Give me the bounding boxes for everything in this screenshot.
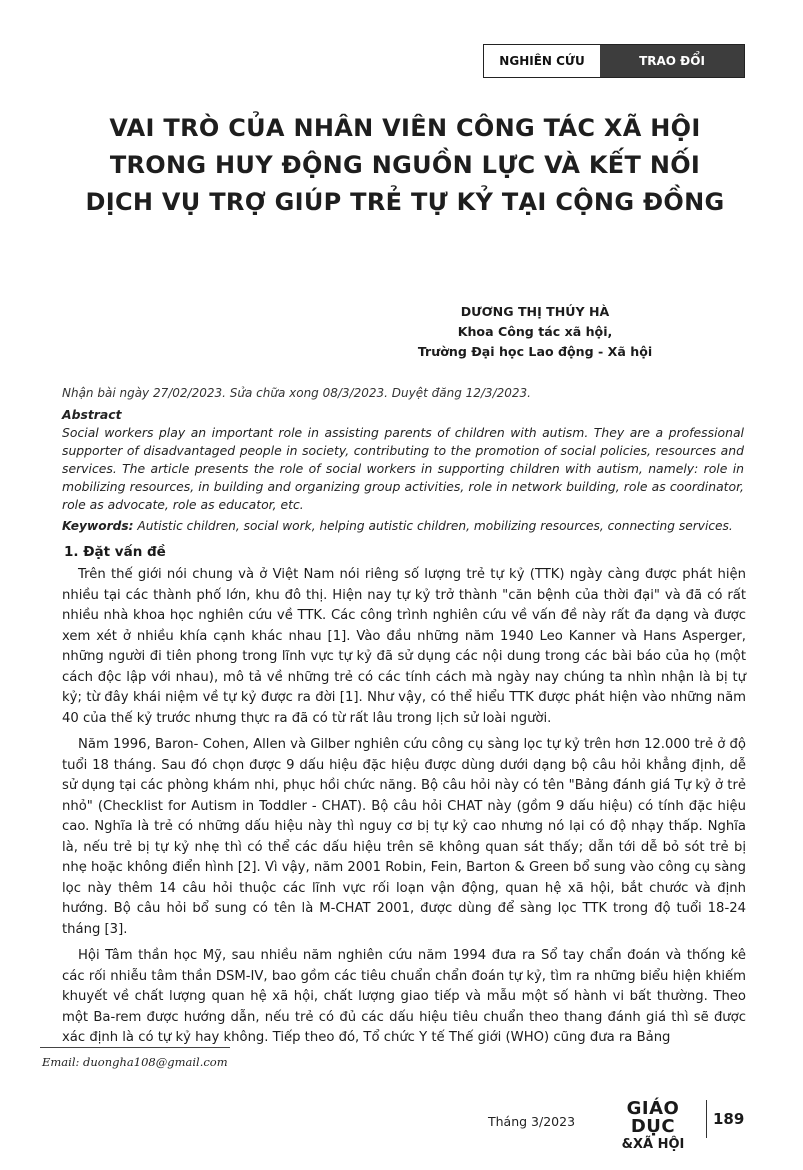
journal-logo-line-2: &XÃ HỘI — [621, 1137, 685, 1152]
author-email: Email: duongha108@gmail.com — [42, 1055, 228, 1069]
journal-logo — [605, 1100, 701, 1151]
submission-dates: Nhận bài ngày 27/02/2023. Sửa chữa xong 08/3/2023. Duyệt đăng 12/3/2023. — [62, 386, 531, 400]
paragraph-1: Trên thế giới nói chung và ở Việt Nam nói riêng số lượng trẻ tự kỷ (TTK) ngày càng được phát hiện nhiều tại các thành phố lớn, khu đô thị. Hiện nay tự kỷ trở thành "căn bệnh của thời đại" và đã có rất nhiều nhà khoa học nghiên cứu về TTK. Các công trình nghiên cứu về vấn đề này rất đa dạng và được xem xét ở nhiều khía cạnh khác nhau [1]. Vào đầu những năm 1940 Leo Kanner và Hans Asperger, những người đi tiên phong trong lĩnh vực tự kỷ đã sử dụng các nội dung trong các bài báo của họ (một cách độc lập với nhau), mô tả về những trẻ có các tính cách mà ngày nay chúng ta nhìn nhận là bị tự kỷ; từ đây khái niệm về tự kỷ được ra đời [1]. Như vậy, có thể hiểu TTK được phát hiện vào những năm 40 của thế kỷ trước nhưng thực ra đã có từ rất lâu trong lịch sử loài người. — [62, 567, 746, 726]
section-tag-exchange: TRAO ĐỔI — [600, 45, 744, 77]
journal-logo-line-1: GIÁO DỤC — [626, 1098, 680, 1137]
keywords-label: Keywords: — [62, 519, 134, 533]
author-name: DƯƠNG THỊ THÚY HÀ — [460, 304, 610, 319]
title-line-1: VAI TRÒ CỦA NHÂN VIÊN CÔNG TÁC XÃ HỘI — [109, 114, 701, 142]
keywords — [62, 519, 752, 533]
author-university: Trường Đại học Lao động - Xã hội — [417, 344, 653, 359]
paragraph-2: Năm 1996, Baron- Cohen, Allen và Gilber nghiên cứu công cụ sàng lọc tự kỷ trên hơn 12.000 trẻ ở độ tuổi 18 tháng. Sau đó chọn được 9 dấu hiệu đặc hiệu được dùng dưới dạng bộ câu hỏi khẳng định, dễ sử dụng tại các phòng khám nhi, phục hồi chức năng. Bộ câu hỏi này có tên "Bảng đánh giá Tự kỷ ở trẻ nhỏ" (Checklist for Autism in Toddler - CHAT). Bộ câu hỏi CHAT này (gồm 9 dấu hiệu) có tính đặc hiệu cao. Nghĩa là trẻ có những dấu hiệu này thì nguy cơ bị tự kỷ cao nhưng nó lại có độ nhạy thấp. Nghĩa là, nếu trẻ bị tự kỷ nhẹ thì có thể các dấu hiệu trên sẽ không quan sát thấy; dẫn tới dễ bỏ sót trẻ bị nhẹ hoặc không điển hình [2]. Vì vậy, năm 2001 Robin, Fein, Barton & Green bổ sung vào công cụ sàng lọc này thêm 14 câu hỏi thuộc các lĩnh vực rối loạn vận động, quan hệ xã hội, bắt chước và định hướng. Bộ câu hỏi bổ sung có tên là M-CHAT 2001, được dùng để sàng lọc TTK trong độ tuổi 18-24 tháng [3]. — [62, 737, 746, 937]
author-department: Khoa Công tác xã hội, — [457, 324, 613, 339]
section-tag — [483, 44, 745, 78]
page-number: 189 — [713, 1110, 745, 1128]
footnote-divider — [40, 1047, 230, 1048]
author-block — [400, 302, 670, 362]
title-line-3: DỊCH VỤ TRỢ GIÚP TRẺ TỰ KỶ TẠI CỘNG ĐỒNG — [85, 188, 725, 216]
body-text — [62, 565, 746, 1055]
issue-month: Tháng 3/2023 — [488, 1114, 576, 1129]
article-title — [60, 110, 750, 221]
section-heading: 1. Đặt vấn đề — [64, 544, 166, 560]
abstract — [62, 406, 744, 514]
section-tag-research: NGHIÊN CỨU — [499, 54, 585, 68]
footer-divider — [706, 1100, 707, 1138]
abstract-label: Abstract — [62, 407, 122, 422]
title-line-2: TRONG HUY ĐỘNG NGUỒN LỰC VÀ KẾT NỐI — [109, 151, 701, 179]
paragraph-3: Hội Tâm thần học Mỹ, sau nhiều năm nghiên cứu năm 1994 đưa ra Sổ tay chẩn đoán và thống kê các rối nhiễu tâm thần DSM-IV, bao gồm các tiêu chuẩn chẩn đoán tự kỷ, tìm ra những biểu hiện khiếm khuyết về chất lượng quan hệ xã hội, chất lượng giao tiếp và mẫu một số hành vi bất thường. Theo một Ba-rem được hướng dẫn, nếu trẻ có đủ các dấu hiệu tiêu chuẩn theo thang đánh giá thì sẽ được xác định là có tự kỷ hay không. Tiếp theo đó, Tổ chức Y tế Thế giới (WHO) cũng đưa ra Bảng — [62, 948, 746, 1045]
keywords-text: Autistic children, social work, helping autistic children, mobilizing resources, connecting services. — [133, 519, 733, 533]
abstract-text: Social workers play an important role in assisting parents of children with autism. They are a professional supporter of disadvantaged people in society, contributing to the promotion of social policies, resources and services. The article presents the role of social workers in supporting children with autism, namely: role in mobilizing resources, in building and organizing group activities, role in network building, role as coordinator, role as advocate, role as educator, etc. — [62, 425, 744, 512]
